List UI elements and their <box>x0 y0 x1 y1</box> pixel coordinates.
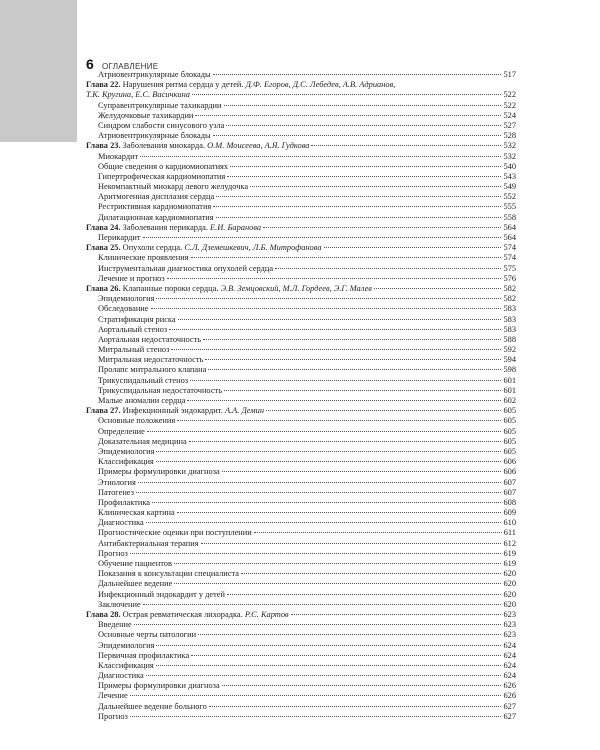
toc-entry-row <box>86 376 516 386</box>
dot-leader <box>138 482 502 483</box>
toc-entry-title: Показания к консультации специалиста <box>98 569 239 579</box>
toc-page-number: 549 <box>503 182 516 192</box>
toc-page-number: 594 <box>503 355 516 365</box>
toc-entry-row <box>86 192 516 202</box>
dot-leader <box>241 573 501 574</box>
toc-page-number: 522 <box>503 100 516 110</box>
chapter-authors: О.М. Моисеева, А.Я. Гудкова <box>207 141 310 151</box>
toc-entry-row <box>86 671 516 681</box>
chapter-authors: Е.И. Баранова <box>210 222 262 232</box>
toc-entry-title: Аортальный стеноз <box>98 324 168 334</box>
toc-page-number: 575 <box>503 263 516 273</box>
toc-entry-title: Лечение и прогноз <box>98 273 165 283</box>
toc-entry-row <box>86 600 516 610</box>
toc-entry-title <box>86 243 322 253</box>
toc-page-number: 522 <box>503 90 516 100</box>
dot-leader <box>213 135 502 136</box>
toc-page-number: 605 <box>503 436 516 446</box>
toc-page-number: 612 <box>503 538 516 548</box>
toc-entry-title: Этиология <box>98 477 136 487</box>
toc-entry-title: Малые аномалии сердца <box>98 396 186 405</box>
toc-entry-row <box>86 539 516 549</box>
toc-page-number: 583 <box>503 314 516 324</box>
table-of-contents <box>86 70 516 722</box>
dot-leader <box>195 115 501 116</box>
toc-entry-title: Заключение <box>98 599 141 609</box>
toc-chapter-row <box>86 223 516 233</box>
chapter-authors: А.А. Демин <box>224 406 264 416</box>
toc-entry-title: Аритмогенная дисплазия сердца <box>98 192 215 202</box>
toc-page-number: 592 <box>503 345 516 355</box>
toc-page-number: 620 <box>503 569 516 579</box>
toc-page-number: 623 <box>503 630 516 640</box>
toc-page-number: 620 <box>503 599 516 609</box>
dot-leader <box>146 522 502 523</box>
toc-entry-row <box>86 579 516 589</box>
toc-entry-title: Диагностика <box>98 518 144 528</box>
toc-entry-row <box>86 559 516 569</box>
toc-entry-title: Трикуспидальная недостаточность <box>98 385 223 395</box>
toc-entry-title: Лечение <box>98 691 128 701</box>
chapter-label: Глава 28. <box>86 609 121 619</box>
chapter-label: Глава 22. <box>86 80 121 90</box>
dot-leader <box>230 166 501 167</box>
running-title: ОГЛАВЛЕНИЕ <box>102 62 159 71</box>
toc-entry-title: Определение <box>98 426 145 436</box>
toc-entry-title: Общие сведения о кардиомиопатиях <box>98 161 229 171</box>
dot-leader <box>250 186 501 187</box>
toc-entry-row <box>86 365 516 375</box>
toc-entry-title: Эпидемиология <box>98 294 155 304</box>
toc-entry-title: Гипертрофическая кардиомиопатия <box>98 171 226 181</box>
dot-leader <box>291 614 502 615</box>
toc-page-number: 624 <box>503 650 516 660</box>
toc-page-number: 564 <box>503 222 516 232</box>
dot-leader <box>167 278 502 279</box>
toc-entry-title <box>86 141 309 151</box>
toc-entry-row <box>86 253 516 263</box>
dot-leader <box>324 247 502 248</box>
toc-entry-row <box>86 355 516 365</box>
toc-page-number: 607 <box>503 487 516 497</box>
toc-page-number: 540 <box>503 161 516 171</box>
dot-leader <box>226 125 501 126</box>
dot-leader <box>156 451 501 452</box>
toc-entry-row <box>86 478 516 488</box>
dot-leader <box>227 176 501 177</box>
toc-page-number: 527 <box>503 120 516 130</box>
toc-page-number: 583 <box>503 324 516 334</box>
toc-page-number: 626 <box>503 691 516 701</box>
toc-entry-row <box>86 386 516 396</box>
toc-chapter-row <box>86 284 516 294</box>
toc-page-number: 576 <box>503 273 516 283</box>
toc-entry-title: Обучение пациентов <box>98 559 172 568</box>
toc-page-number: 620 <box>503 579 516 589</box>
dot-leader <box>169 329 501 330</box>
toc-entry-row <box>86 274 516 284</box>
dot-leader <box>192 94 501 95</box>
toc-entry-row <box>86 264 516 274</box>
chapter-title: Клапанные пороки сердца. <box>122 283 219 293</box>
toc-entry-title: Митральная недостаточность <box>98 355 204 365</box>
toc-entry-row <box>86 202 516 212</box>
toc-page-number: 619 <box>503 559 516 568</box>
toc-entry-title: Примеры формулировки диагноза <box>98 467 220 477</box>
dot-leader <box>178 319 502 320</box>
toc-entry-row <box>86 182 516 192</box>
toc-entry-row <box>86 233 516 243</box>
toc-entry-row <box>86 427 516 437</box>
dot-leader <box>201 543 502 544</box>
toc-page-number: 583 <box>503 304 516 314</box>
toc-entry-row <box>86 681 516 691</box>
toc-page-number: 627 <box>503 701 516 711</box>
dot-leader <box>263 227 501 228</box>
dot-leader <box>227 594 502 595</box>
toc-entry-title <box>86 406 264 416</box>
dot-leader <box>275 268 501 269</box>
toc-entry-title: Эпидемиология <box>98 640 155 650</box>
toc-page-number: 605 <box>503 416 516 426</box>
dot-leader <box>134 624 502 625</box>
toc-entry-row <box>86 437 516 447</box>
toc-entry-row <box>86 121 516 131</box>
toc-entry-row <box>86 172 516 182</box>
chapter-label: Глава 26. <box>86 283 121 293</box>
toc-entry-row <box>86 620 516 630</box>
toc-entry-title: Пролапс митрального клапана <box>98 365 207 375</box>
toc-entry-title: Синдром слабости синусового узла <box>98 120 225 130</box>
toc-entry-row <box>86 152 516 162</box>
dot-leader <box>130 695 502 696</box>
dot-leader <box>136 492 502 493</box>
toc-page-number: 564 <box>503 233 516 242</box>
toc-page-number: 607 <box>503 477 516 487</box>
toc-entry-title: Эпидемиология <box>98 446 155 456</box>
chapter-label: Глава 23. <box>86 141 121 151</box>
toc-entry-title: Введение <box>98 620 132 630</box>
toc-page-number: 555 <box>503 202 516 212</box>
dot-leader <box>156 665 502 666</box>
toc-entry-title: Примеры формулировки диагноза <box>98 681 220 691</box>
toc-entry-title: Прогностические оценки при поступлении <box>98 528 252 538</box>
toc-entry-title: Клиническая картина <box>98 508 175 518</box>
toc-entry-row <box>86 508 516 518</box>
dot-leader <box>224 390 501 391</box>
toc-chapter-row <box>86 141 516 151</box>
chapter-authors: С.Л. Дземешкевич, Л.Б. Митрофанова <box>184 243 322 253</box>
dot-leader <box>187 400 501 401</box>
dot-leader <box>203 339 501 340</box>
page-number: 6 <box>86 56 94 72</box>
toc-entry-title: Диагностика <box>98 671 144 681</box>
toc-entry-title <box>86 284 372 294</box>
toc-entry-title: Антибактериальная терапия <box>98 538 199 548</box>
chapter-title: Опухоли сердца. <box>122 243 183 253</box>
dot-leader <box>130 716 502 717</box>
dot-leader <box>222 685 502 686</box>
toc-entry-row <box>86 70 516 80</box>
toc-entry-title: Некомпактный миокард левого желудочка <box>98 182 249 192</box>
toc-entry-row <box>86 131 516 141</box>
toc-page-number: 608 <box>503 497 516 507</box>
toc-entry-title: Инструментальная диагностика опухолей сердца <box>98 263 274 273</box>
chapter-authors: Д.Ф. Егоров, Д.С. Лебедев, А.В. Адрианов, <box>245 80 396 90</box>
dot-leader <box>254 532 502 533</box>
toc-entry-title: Дилатационная кардиомиопатия <box>98 212 214 222</box>
toc-entry-row <box>86 457 516 467</box>
toc-page-number: 582 <box>503 283 516 293</box>
toc-chapter-row <box>86 243 516 253</box>
dot-leader <box>130 553 502 554</box>
chapter-authors: Т.К. Кругина, Е.С. Васичкина <box>86 90 190 100</box>
toc-page-number: 624 <box>503 640 516 650</box>
toc-entry-title: Клинические проявления <box>98 253 189 263</box>
toc-entry-row <box>86 702 516 712</box>
dot-leader <box>140 156 501 157</box>
dot-leader <box>143 604 502 605</box>
toc-entry-title: Желудочковые тахикардии <box>98 110 194 120</box>
toc-entry-row <box>86 111 516 121</box>
toc-entry-title: Основные черты патологии <box>98 630 197 640</box>
toc-entry-row <box>86 335 516 345</box>
toc-entry-title: Атриовентрикулярные блокады <box>98 131 211 141</box>
dot-leader <box>205 359 501 360</box>
toc-page-number: 588 <box>503 334 516 344</box>
toc-entry-row <box>86 90 516 100</box>
toc-entry-title: Дальнейшее ведение <box>98 579 173 589</box>
toc-entry-title: Основные положения <box>98 416 176 426</box>
toc-entry-title: Прогноз <box>98 548 128 558</box>
toc-entry-title <box>86 90 190 100</box>
toc-page-number: 602 <box>503 396 516 405</box>
toc-page-number: 605 <box>503 446 516 456</box>
dot-leader <box>198 634 501 635</box>
dot-leader <box>171 349 501 350</box>
toc-page-number: 606 <box>503 467 516 477</box>
dot-leader <box>191 655 501 656</box>
chapter-label: Глава 24. <box>86 222 121 232</box>
dot-leader <box>174 563 502 564</box>
toc-entry-title: Прогноз <box>98 711 128 721</box>
toc-page-number: 624 <box>503 660 516 670</box>
toc-entry-title <box>86 610 289 620</box>
toc-page-number: 609 <box>503 508 516 518</box>
chapter-title: Инфекционный эндокардит. <box>122 406 223 416</box>
toc-entry-row <box>86 590 516 600</box>
toc-entry-row <box>86 569 516 579</box>
toc-page-number: 543 <box>503 171 516 181</box>
dot-leader <box>213 206 501 207</box>
toc-entry-row <box>86 345 516 355</box>
dot-leader <box>190 380 501 381</box>
toc-page-number: 582 <box>503 294 516 304</box>
chapter-title: Острая ревматическая лихорадка. <box>122 609 243 619</box>
toc-page-number: 623 <box>503 609 516 619</box>
toc-page-number: 605 <box>503 426 516 436</box>
toc-entry-row <box>86 162 516 172</box>
toc-entry-row <box>86 467 516 477</box>
toc-entry-row <box>86 712 516 722</box>
toc-page-number: 626 <box>503 681 516 691</box>
dot-leader <box>222 471 502 472</box>
toc-page-number: 524 <box>503 110 516 120</box>
toc-page-number: 624 <box>503 671 516 681</box>
toc-page-number: 574 <box>503 243 516 253</box>
toc-chapter-row <box>86 80 516 90</box>
toc-entry-title: Атриовентрикулярные блокады <box>98 70 211 79</box>
toc-entry-title: Трикуспидальный стеноз <box>98 375 189 385</box>
chapter-title: Нарушения ритма сердца у детей. <box>122 80 244 90</box>
chapter-label: Глава 27. <box>86 406 121 416</box>
dot-leader <box>191 257 502 258</box>
toc-page-number: 601 <box>503 385 516 395</box>
toc-page-number: 610 <box>503 518 516 528</box>
toc-page-number: 601 <box>503 375 516 385</box>
dot-leader <box>147 431 502 432</box>
dot-leader <box>189 441 502 442</box>
toc-entry-row <box>86 325 516 335</box>
toc-entry-row <box>86 488 516 498</box>
toc-page-number: 620 <box>503 589 516 599</box>
toc-entry-title: Перикардит <box>98 233 141 242</box>
toc-entry-title: Патогенез <box>98 487 134 497</box>
toc-entry-title: Рестриктивная кардиомиопатия <box>98 202 212 212</box>
toc-entry-row <box>86 447 516 457</box>
chapter-authors: Э.В. Земцовский, М.Л. Гордеев, Э.Г. Малев <box>220 283 372 293</box>
toc-page-number: 611 <box>503 528 516 538</box>
dot-leader <box>216 217 502 218</box>
toc-entry-title: Дальнейшее ведение больного <box>98 701 207 711</box>
toc-entry-title: Классификация <box>98 660 154 670</box>
chapter-title: Заболевания миокарда. <box>122 141 206 151</box>
toc-entry-title: Профилактика <box>98 497 150 507</box>
toc-entry-title: Инфекционный эндокардит у детей <box>98 589 225 599</box>
toc-page-number: 627 <box>503 711 516 721</box>
toc-entry-row <box>86 518 516 528</box>
toc-entry-title: Суправентрикулярные тахикардии <box>98 100 222 110</box>
toc-page-number: 532 <box>503 151 516 161</box>
dot-leader <box>209 706 502 707</box>
toc-page-number: 623 <box>503 620 516 630</box>
toc-entry-row <box>86 304 516 314</box>
dot-leader <box>146 675 502 676</box>
toc-entry-row <box>86 396 516 406</box>
dot-leader <box>152 502 501 503</box>
dot-leader <box>151 308 502 309</box>
toc-entry-row <box>86 528 516 538</box>
dot-leader <box>156 645 501 646</box>
toc-entry-row <box>86 213 516 223</box>
toc-entry-title: Доказательная медицина <box>98 436 187 446</box>
toc-page-number: 598 <box>503 365 516 375</box>
chapter-title: Заболевания перикарда. <box>122 222 208 232</box>
toc-page-number: 605 <box>503 406 516 416</box>
toc-page-number: 558 <box>503 212 516 222</box>
toc-entry-row <box>86 549 516 559</box>
dot-leader <box>374 288 502 289</box>
toc-page-number: 552 <box>503 192 516 202</box>
toc-page-number: 532 <box>503 141 516 151</box>
toc-entry-title: Первичная профилактика <box>98 650 190 660</box>
toc-entry-row <box>86 416 516 426</box>
toc-entry-row <box>86 661 516 671</box>
toc-entry-row <box>86 630 516 640</box>
toc-entry-title: Обследование <box>98 304 149 314</box>
toc-entry-title: Миокардит <box>98 151 139 161</box>
toc-page-number: 528 <box>503 131 516 141</box>
dot-leader <box>216 196 501 197</box>
toc-entry-row <box>86 691 516 701</box>
toc-entry-row <box>86 101 516 111</box>
dot-leader <box>174 583 501 584</box>
dot-leader <box>266 410 501 411</box>
toc-chapter-row <box>86 610 516 620</box>
dot-leader <box>177 420 501 421</box>
dot-leader <box>311 145 501 146</box>
toc-chapter-row <box>86 406 516 416</box>
dot-leader <box>177 512 502 513</box>
toc-page-number: 606 <box>503 457 516 467</box>
dot-leader <box>213 74 502 75</box>
dot-leader <box>156 298 501 299</box>
chapter-label: Глава 25. <box>86 243 121 253</box>
toc-entry-row <box>86 651 516 661</box>
toc-entry-title: Аортальная недостаточность <box>98 334 202 344</box>
dot-leader <box>208 369 501 370</box>
dot-leader <box>143 237 502 238</box>
chapter-authors: Р.С. Картов <box>244 609 289 619</box>
toc-entry-row <box>86 315 516 325</box>
toc-entry-row <box>86 498 516 508</box>
toc-entry-row <box>86 641 516 651</box>
dot-leader <box>224 105 502 106</box>
toc-entry-title <box>86 80 395 90</box>
toc-page-number: 619 <box>503 548 516 558</box>
toc-entry-title: Классификация <box>98 457 154 467</box>
toc-entry-title: Стратификация риска <box>98 314 176 324</box>
toc-entry-title <box>86 223 261 233</box>
dot-leader <box>156 461 502 462</box>
side-tab-decoration <box>0 0 77 142</box>
toc-entry-title: Митральный стеноз <box>98 345 170 355</box>
toc-page-number: 517 <box>503 70 516 79</box>
toc-page-number: 574 <box>503 253 516 263</box>
toc-entry-row <box>86 294 516 304</box>
